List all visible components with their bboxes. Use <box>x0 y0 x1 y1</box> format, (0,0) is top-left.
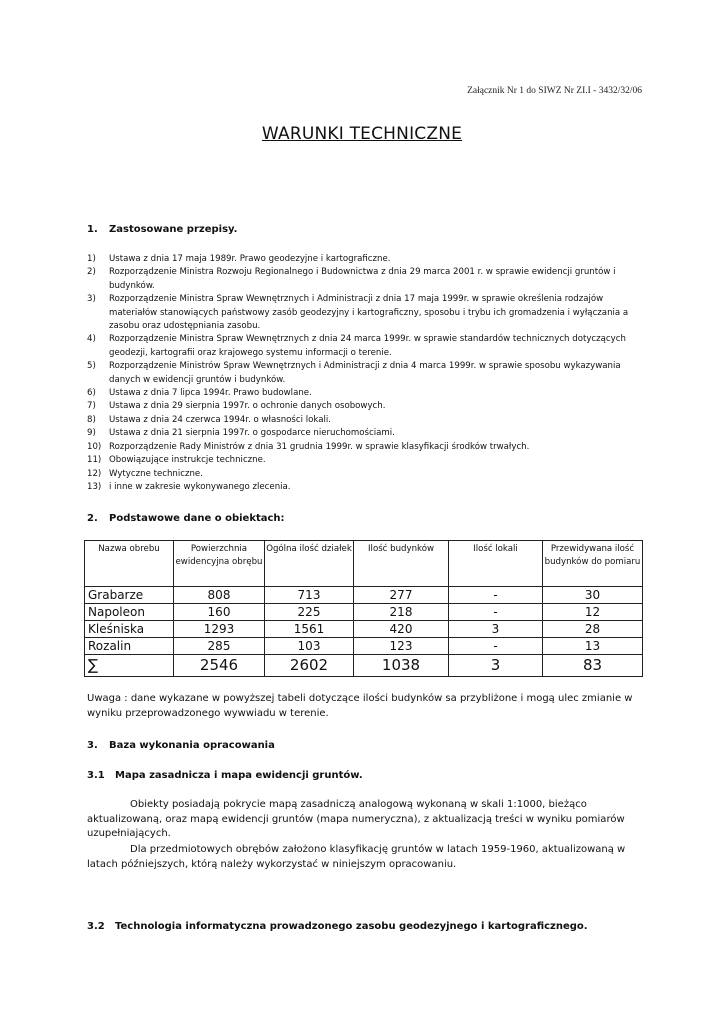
section-3-2-title: Technologia informatyczna prowadzonego zasobu geodezyjnego i kartograficznego. <box>115 921 588 932</box>
table-cell: Kleśniska <box>85 621 174 638</box>
table-cell: 285 <box>174 638 265 655</box>
list-item <box>87 400 647 413</box>
table-cell: 218 <box>354 604 449 621</box>
table-cell: 103 <box>265 638 354 655</box>
section-3-1-number: 3.1 <box>87 770 105 781</box>
list-item-number: 8) <box>87 414 96 425</box>
table-cell: 12 <box>543 604 643 621</box>
section-1-heading <box>87 224 237 235</box>
list-item-text: Rozporządzenie Rady Ministrów z dnia 31 grudnia 1999r. w sprawie klasyfikacji środków trwałych. <box>109 441 530 452</box>
table-cell: 1561 <box>265 621 354 638</box>
section-2-heading <box>87 513 285 524</box>
table-cell: - <box>449 638 543 655</box>
list-item-number: 13) <box>87 481 102 492</box>
column-header: Nazwa obrebu <box>85 541 174 587</box>
table-sum-row <box>85 655 643 677</box>
list-item-number: 2) <box>87 267 96 278</box>
annex-reference: Załącznik Nr 1 do SIWZ Nr ZI.I - 3432/32/06 <box>467 86 642 96</box>
list-item-text: Ustawa z dnia 24 czerwca 1994r. o własności lokali. <box>109 414 331 425</box>
objects-data-table <box>84 540 643 677</box>
list-item <box>87 414 647 427</box>
table-cell: 420 <box>354 621 449 638</box>
list-item <box>87 293 647 333</box>
section-2-number: 2. <box>87 513 98 524</box>
table-row <box>85 587 643 604</box>
list-item <box>87 387 647 400</box>
table-cell: 28 <box>543 621 643 638</box>
section-3-heading <box>87 740 275 751</box>
paragraph: Obiekty posiadają pokrycie mapą zasadniczą analogową wykonaną w skali 1:1000, bieżąco aktualizowaną, oraz mapą ewidencji gruntów (mapa numeryczna), z aktualizacją treści w wyniku pomiarów uzupełniających. <box>87 799 625 839</box>
list-item-number: 11) <box>87 455 102 466</box>
section-3-2-heading <box>87 921 588 932</box>
column-header: Powierzchnia ewidencyjna obrębu <box>174 541 265 587</box>
table-cell: Napoleon <box>85 604 174 621</box>
table-cell: 123 <box>354 638 449 655</box>
section-3-title: Baza wykonania opracowania <box>109 740 275 751</box>
list-item <box>87 441 647 454</box>
table-note: Uwaga : dane wykazane w powyższej tabeli dotyczące ilości budynków sa przybliżone i mogą ulec zmianie w wyniku przeprowadzonego wywwiadu w terenie. <box>87 693 633 719</box>
column-header: Ogólna ilość działek <box>265 541 354 587</box>
list-item <box>87 253 647 266</box>
column-header: Ilość budynków <box>354 541 449 587</box>
regulations-list <box>87 253 647 494</box>
list-item-number: 4) <box>87 334 96 345</box>
list-item-number: 5) <box>87 361 96 372</box>
table-cell: 1038 <box>354 655 449 677</box>
list-item-number: 7) <box>87 401 96 412</box>
section-3-1-heading <box>87 770 363 781</box>
table-cell: - <box>449 604 543 621</box>
section-3-1-title: Mapa zasadnicza i mapa ewidencji gruntów. <box>115 770 363 781</box>
section-3-2-number: 3.2 <box>87 921 105 932</box>
list-item-number: 10) <box>87 441 102 452</box>
table-cell: 160 <box>174 604 265 621</box>
list-item-text: Rozporządzenie Ministra Spraw Wewnętrznych z dnia 24 marca 1999r. w sprawie standardów technicznych dotyczących geodezji, kartografii oraz krajowego systemu informacji o terenie. <box>109 334 626 358</box>
list-item <box>87 468 647 481</box>
list-item <box>87 481 647 494</box>
table-cell: 277 <box>354 587 449 604</box>
table-cell: 30 <box>543 587 643 604</box>
paragraph: Dla przedmiotowych obrębów założono klasyfikację gruntów w latach 1959-1960, aktualizowaną w latach późniejszych, którą należy wykorzystać w niniejszym opracowaniu. <box>87 844 626 870</box>
table-cell: 13 <box>543 638 643 655</box>
list-item <box>87 266 647 293</box>
list-item-number: 6) <box>87 388 96 399</box>
list-item-number: 9) <box>87 428 96 439</box>
section-2-title: Podstawowe dane o obiektach: <box>109 513 285 524</box>
list-item-text: Obowiązujące instrukcje techniczne. <box>109 455 266 466</box>
table-row <box>85 621 643 638</box>
list-item-text: Ustawa z dnia 17 maja 1989r. Prawo geodezyjne i kartograficzne. <box>109 254 391 264</box>
list-item-text: Rozporządzenie Ministra Rozwoju Regionalnego i Budownictwa z dnia 29 marca 2001 r. w sprawie ewidencji gruntów i budynków. <box>109 267 616 291</box>
table-cell: 225 <box>265 604 354 621</box>
list-item <box>87 454 647 467</box>
table-cell: 3 <box>449 621 543 638</box>
list-item-text: Ustawa z dnia 7 lipca 1994r. Prawo budowlane. <box>109 388 312 399</box>
table-cell: 83 <box>543 655 643 677</box>
table-cell: 808 <box>174 587 265 604</box>
list-item <box>87 333 647 360</box>
table-cell: 713 <box>265 587 354 604</box>
table-cell: Grabarze <box>85 587 174 604</box>
list-item-number: 3) <box>87 294 96 305</box>
table-cell: 3 <box>449 655 543 677</box>
list-item-text: Ustawa z dnia 21 sierpnia 1997r. o gospodarce nieruchomościami. <box>109 428 395 439</box>
table-header-row <box>85 541 643 587</box>
list-item-text: Rozporządzenie Ministra Spraw Wewnętrznych i Administracji z dnia 17 maja 1999r. w sprawie określenia rodzajów materiałów stanowiących państwowy zasób geodezyjny i kartograficzny, sposobu i trybu ich gromadzenia i wyłączania a zasobu oraz udostępniania zasobu. <box>109 294 629 332</box>
table-cell: 1293 <box>174 621 265 638</box>
table-cell: 2546 <box>174 655 265 677</box>
section-1-title: Zastosowane przepisy. <box>109 224 238 235</box>
section-1-number: 1. <box>87 224 98 235</box>
sum-symbol: ∑ <box>85 655 174 677</box>
column-header: Ilość lokali <box>449 541 543 587</box>
table-cell: Rozalin <box>85 638 174 655</box>
list-item-text: Ustawa z dnia 29 sierpnia 1997r. o ochronie danych osobowych. <box>109 401 386 412</box>
section-3-number: 3. <box>87 740 98 751</box>
list-item-text: i inne w zakresie wykonywanego zlecenia. <box>109 481 291 492</box>
list-item-number: 12) <box>87 468 102 479</box>
list-item <box>87 427 647 440</box>
column-header: Przewidywana ilość budynków do pomiaru <box>543 541 643 587</box>
table-row <box>85 604 643 621</box>
list-item-text: Wytyczne techniczne. <box>109 468 203 479</box>
page-title: WARUNKI TECHNICZNE <box>261 124 463 144</box>
table-cell: - <box>449 587 543 604</box>
list-item-number: 1) <box>87 254 96 264</box>
table-row <box>85 638 643 655</box>
list-item <box>87 360 647 387</box>
table-cell: 2602 <box>265 655 354 677</box>
list-item-text: Rozporządzenie Ministrów Spraw Wewnętrznych i Administracji z dnia 4 marca 1999r. w sprawie sposobu wykazywania danych w ewidencji gruntów i budynków. <box>109 361 621 385</box>
